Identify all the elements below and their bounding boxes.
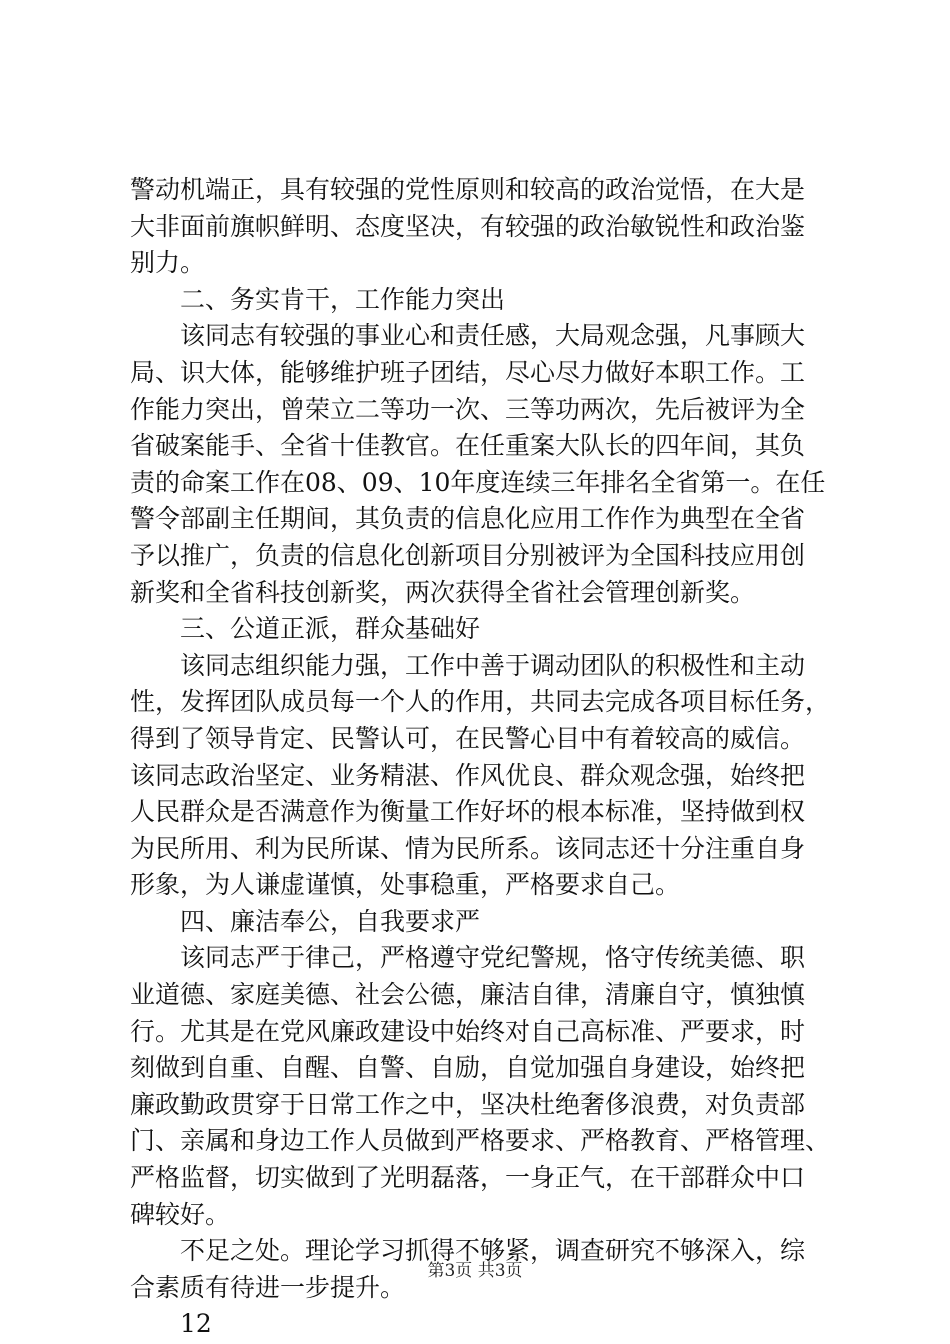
text-line: 门、亲属和身边工作人员做到严格要求、严格教育、严格管理、	[130, 1126, 831, 1156]
text-line: 新奖和全省科技创新奖，两次获得全省社会管理创新奖。	[130, 577, 756, 607]
text-line: 该同志组织能力强，工作中善于调动团队的积极性和主动	[180, 650, 806, 680]
text-line: 予以推广，负责的信息化创新项目分别被评为全国科技应用创	[130, 540, 806, 570]
document-body	[130, 172, 830, 1343]
text-line: 业道德、家庭美德、社会公德，廉洁自律，清廉自守，慎独慎	[130, 980, 806, 1010]
text-line: 为民所用、利为民所谋、情为民所系。该同志还十分注重自身	[130, 833, 806, 863]
text-line: 二、务实肯干，工作能力突出	[180, 284, 506, 314]
text-line: 局、识大体，能够维护班子团结，尽心尽力做好本职工作。工	[130, 357, 806, 387]
text-line: 大非面前旗帜鲜明、态度坚决，有较强的政治敏锐性和政治鉴	[130, 211, 806, 241]
text-line: 该同志有较强的事业心和责任感，大局观念强，凡事顾大	[180, 321, 806, 351]
text-line: 严格监督，切实做到了光明磊落，一身正气，在干部群众中口	[130, 1163, 806, 1193]
text-line: 碑较好。	[130, 1199, 231, 1229]
text-line: 警令部副主任期间，其负责的信息化应用工作作为典型在全省	[130, 504, 806, 534]
text-line: 不足之处。理论学习抓得不够紧，调查研究不够深入，综	[180, 1236, 806, 1266]
text-line: 廉政勤政贯穿于日常工作之中，坚决杜绝奢侈浪费，对负责部	[130, 1089, 806, 1119]
text-line: 该同志严于律己，严格遵守党纪警规，恪守传统美德、职	[180, 943, 806, 973]
text-line: 三、公道正派，群众基础好	[180, 614, 481, 644]
page-footer: 第3页 共3页	[427, 1261, 523, 1281]
text-line: 省破案能手、全省十佳教官。在任重案大队长的四年间，其负	[130, 431, 806, 461]
text-line: 作能力突出，曾荣立二等功一次、三等功两次，先后被评为全	[130, 394, 806, 424]
text-line: 12	[180, 1309, 212, 1339]
text-line: 警动机端正，具有较强的党性原则和较高的政治觉悟，在大是	[130, 175, 806, 204]
text-line: 刻做到自重、自醒、自警、自励，自觉加强自身建设，始终把	[130, 1053, 806, 1083]
text-line: 行。尤其是在党风廉政建设中始终对自己高标准、严要求，时	[130, 1016, 806, 1046]
text-line: 形象，为人谦虚谨慎，处事稳重，严格要求自己。	[130, 870, 681, 900]
text-line: 人民群众是否满意作为衡量工作好坏的根本标准，坚持做到权	[130, 797, 806, 827]
text-line: 该同志政治坚定、业务精湛、作风优良、群众观念强，始终把	[130, 760, 806, 790]
text-line: 性，发挥团队成员每一个人的作用，共同去完成各项目标任务，	[130, 687, 831, 717]
text-line: 合素质有待进一步提升。	[130, 1272, 406, 1302]
text-line: 别力。	[130, 248, 206, 278]
text-line: 得到了领导肯定、民警认可，在民警心目中有着较高的威信。	[130, 723, 806, 753]
text-line: 四、廉洁奉公，自我要求严	[180, 906, 481, 936]
text-line: 责的命案工作在08、09、10年度连续三年排名全省第一。在任	[130, 467, 826, 497]
